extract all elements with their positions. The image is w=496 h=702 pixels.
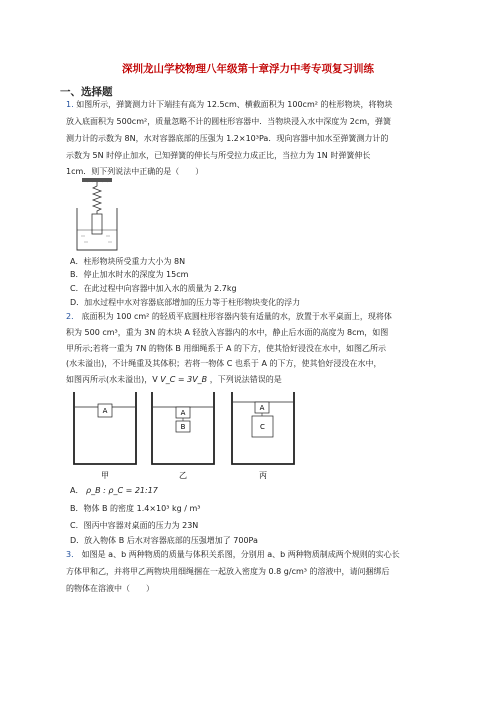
- q2-fig-label-yi: 乙: [179, 471, 187, 480]
- q2-bing-label-a: A: [259, 404, 265, 412]
- q2-figure-bing: [232, 392, 294, 480]
- q2-option-c: C．图丙中容器对桌面的压力为 23N: [70, 521, 199, 530]
- q2-jia-label-a: A: [102, 407, 108, 415]
- q2-jia-container: [74, 392, 136, 464]
- q2-line-4: (水未溢出)，不计绳重及其体积；若将一物体 C 也系于 A 的下方，使其恰好浸没在水中，: [66, 359, 382, 368]
- q2-figure-jia: [74, 392, 136, 480]
- q2-option-a-label: A．: [70, 486, 84, 495]
- q2-number: 2．: [66, 312, 80, 321]
- q2-fig-label-jia: 甲: [101, 471, 109, 480]
- q2-yi-label-b: B: [180, 423, 186, 431]
- q2-text-5a: 如图丙所示(水未溢出)，V: [66, 375, 158, 384]
- q3-number: 3．: [66, 550, 80, 559]
- q3-line-2: 方体甲和乙，并将甲乙两物块用细绳捆在一起放入密度为 0.8 g/cm³ 的溶液中，请问捆绑后: [66, 567, 390, 576]
- q1-line-1: [66, 99, 393, 110]
- q1-spring: [93, 182, 101, 214]
- q1-option-a: A．柱形物块所受重力大小为 8N: [70, 257, 186, 266]
- q1-line-3: 测力计的示数为 8N，水对容器底部的压强为 1.2×10³Pa．现向容器中加水至弹簧测力计的: [66, 134, 389, 143]
- q2-text-5b: ，下列说法错误的是: [209, 375, 282, 384]
- q1-option-b: B．停止加水时水的深度为 15cm: [70, 270, 189, 279]
- q1-water-marks: [81, 236, 112, 242]
- q2-option-a: [70, 485, 158, 496]
- q2-v-formula: V_C = 3V_B: [160, 375, 208, 384]
- q2-line-1: [66, 311, 392, 322]
- q1-option-d: D．加水过程中水对容器底部增加的压力等于柱形物块变化的浮力: [70, 298, 301, 307]
- section-heading: 一、选择题: [60, 86, 113, 98]
- q2-container-figures: [72, 390, 298, 480]
- q2-line-2: 积为 500 cm³，重为 3N 的木块 A 轻放入容器内的水中，静止后水面的高度为 8cm，如图: [66, 328, 389, 337]
- q2-option-d: D．放入物体 B 后水对容器底部的压强增加了 700Pa: [70, 536, 258, 545]
- q1-number: 1.: [66, 100, 74, 109]
- q2-yi-label-a: A: [180, 409, 186, 417]
- q2-option-a-formula: ρ_B : ρ_C = 21:17: [86, 486, 158, 495]
- q1-line-2: 放入底面积为 500cm²，质量忽略不计的圆柱形容器中．当物块浸入水中深度为 2cm，弹簧: [66, 117, 392, 126]
- q2-option-b: B．物体 B 的密度 1.4×10³ kg / m³: [70, 504, 201, 513]
- q1-line-4: 示数为 5N 时停止加水，已知弹簧的伸长与所受拉力成正比，当拉力为 1N 时弹簧伸长: [66, 151, 371, 160]
- q3-line-1: [66, 549, 400, 560]
- q1-spring-scale-figure: [72, 178, 122, 252]
- q1-line-5: 1cm．则下列说法中正确的是（ ）: [66, 167, 204, 176]
- q2-fig-label-bing: 丙: [259, 471, 267, 480]
- q3-text-1: 如图是 a、b 两种物质的质量与体积关系图，分别用 a、b 两种物质制成两个规则的实心长: [81, 550, 400, 559]
- q2-line-5: [66, 374, 282, 385]
- document-title: 深圳龙山学校物理八年级第十章浮力中考专项复习训练: [122, 63, 374, 75]
- q1-text-1: 如图所示，弹簧测力计下端挂有高为 12.5cm、横截面积为 100cm² 的柱形物块，将物块: [76, 100, 393, 109]
- q3-line-3: 的物体在溶液中（ ）: [66, 584, 154, 593]
- q2-line-3: 甲所示;若将一重为 7N 的物体 B 用细绳系于 A 的下方，使其恰好浸没在水中，如图乙所示: [66, 344, 386, 353]
- q1-block: [92, 214, 102, 234]
- q2-text-1: 底面积为 100 cm² 的轻质平底圆柱形容器内装有适量的水，放置于水平桌面上，现将体: [81, 312, 392, 321]
- q2-figure-yi: [152, 392, 214, 480]
- q1-option-c: C．在此过程中向容器中加入水的质量为 2.7kg: [70, 284, 237, 293]
- q2-bing-label-c: C: [260, 423, 265, 431]
